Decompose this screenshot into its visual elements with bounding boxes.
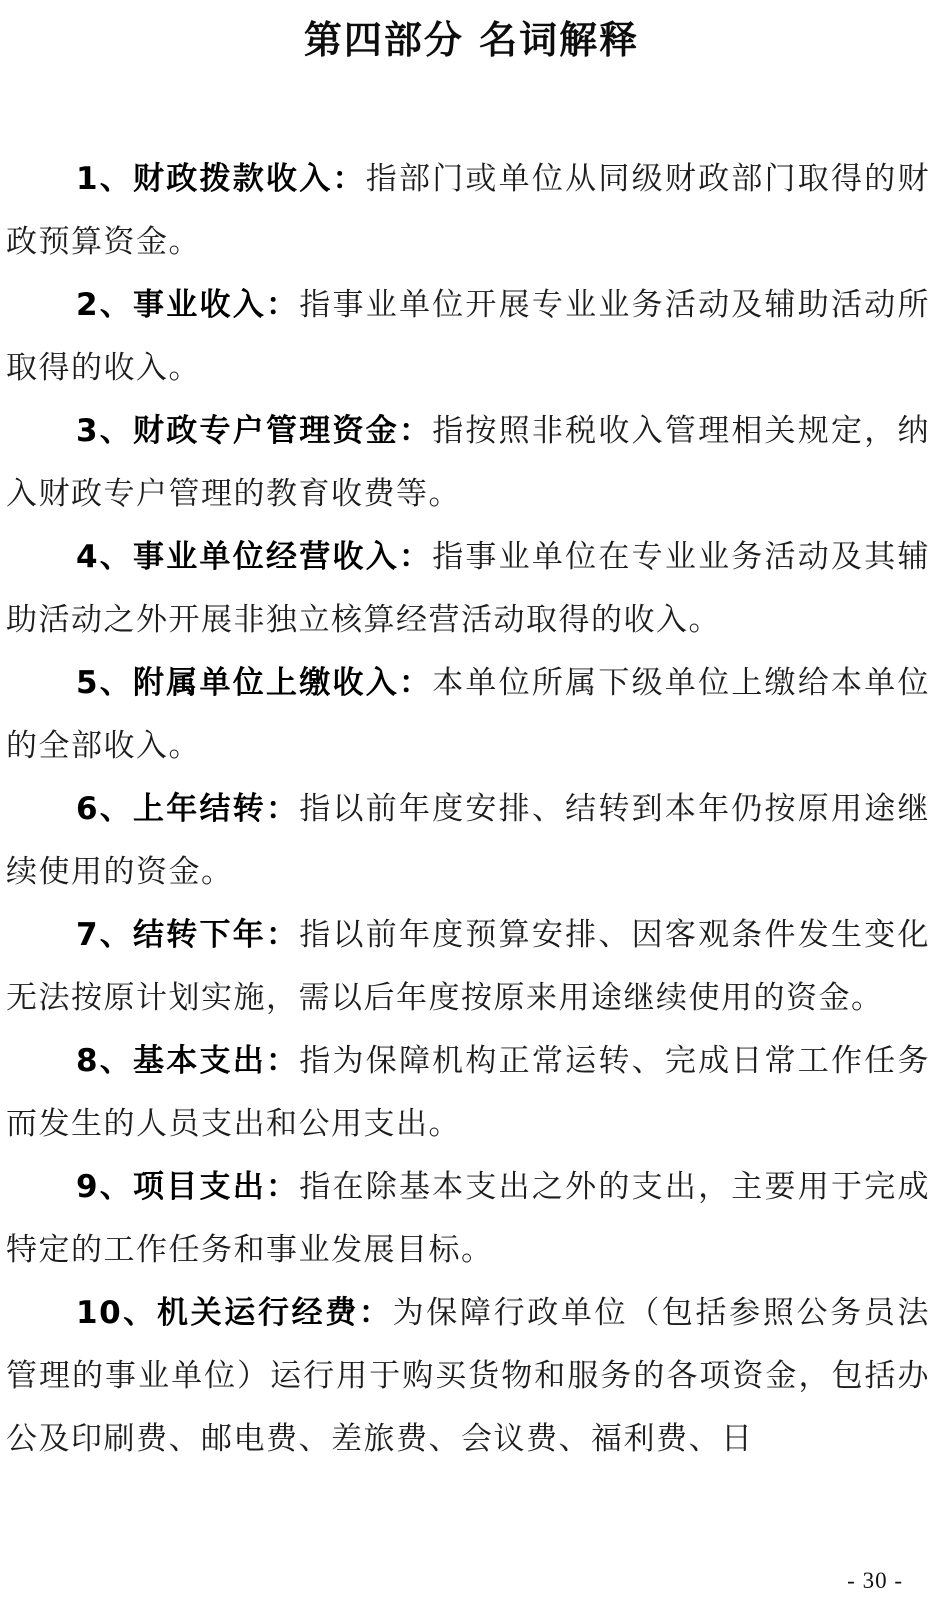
- term-item: [6, 1156, 930, 1282]
- term-definition: 指为保障机构正常运转、完成日常工作任务而发生的人员支出和公用支出。: [6, 1043, 930, 1142]
- term-number: 1、: [76, 161, 134, 197]
- term-definition: 指以前年度预算安排、因客观条件发生变化无法按原计划实施，需以后年度按原来用途继续使用的资金。: [6, 917, 930, 1016]
- term-name: 事业收入：: [133, 287, 300, 323]
- term-definition: 指在除基本支出之外的支出，主要用于完成特定的工作任务和事业发展目标。: [6, 1169, 930, 1268]
- term-item: [6, 1030, 930, 1156]
- term-item: [6, 148, 930, 274]
- term-name: 财政专户管理资金：: [133, 413, 433, 449]
- term-name: 项目支出：: [133, 1169, 300, 1205]
- term-number: 2、: [76, 287, 134, 323]
- page-title: 第四部分 名词解释: [303, 18, 640, 62]
- term-name: 附属单位上缴收入：: [133, 665, 433, 701]
- term-definition: 为保障行政单位（包括参照公务员法管理的事业单位）运行用于购买货物和服务的各项资金，包括办公及印刷费、邮电费、差旅费、会议费、福利费、日: [6, 1295, 931, 1457]
- term-name: 财政拨款收入：: [133, 161, 366, 197]
- term-number: 10、: [76, 1295, 157, 1331]
- term-item: [6, 526, 930, 652]
- term-number: 5、: [76, 665, 134, 701]
- term-definition: 指部门或单位从同级财政部门取得的财政预算资金。: [6, 161, 931, 260]
- term-item: [6, 1282, 930, 1471]
- term-item: [6, 778, 930, 904]
- term-name: 机关运行经费：: [156, 1295, 393, 1331]
- term-item: [6, 400, 930, 526]
- term-definition: 指事业单位开展专业业务活动及辅助活动所取得的收入。: [6, 287, 930, 386]
- term-name: 基本支出：: [133, 1043, 300, 1079]
- term-number: 7、: [76, 917, 134, 953]
- term-name: 结转下年：: [133, 917, 300, 953]
- term-item: [6, 904, 930, 1030]
- term-definition: 指以前年度安排、结转到本年仍按原用途继续使用的资金。: [6, 791, 930, 890]
- page-number: - 30 -: [847, 1568, 903, 1593]
- term-name: 事业单位经营收入：: [133, 539, 433, 575]
- term-item: [6, 274, 930, 400]
- term-number: 3、: [76, 413, 134, 449]
- term-number: 4、: [76, 539, 134, 575]
- term-definition: 本单位所属下级单位上缴给本单位的全部收入。: [6, 665, 931, 764]
- term-definition: 指按照非税收入管理相关规定，纳入财政专户管理的教育收费等。: [6, 413, 931, 512]
- term-number: 8、: [76, 1043, 134, 1079]
- term-number: 9、: [76, 1169, 134, 1205]
- glossary-content: [0, 148, 943, 1471]
- term-name: 上年结转：: [133, 791, 300, 827]
- term-item: [6, 652, 930, 778]
- term-definition: 指事业单位在专业业务活动及其辅助活动之外开展非独立核算经营活动取得的收入。: [6, 539, 931, 638]
- term-number: 6、: [76, 791, 134, 827]
